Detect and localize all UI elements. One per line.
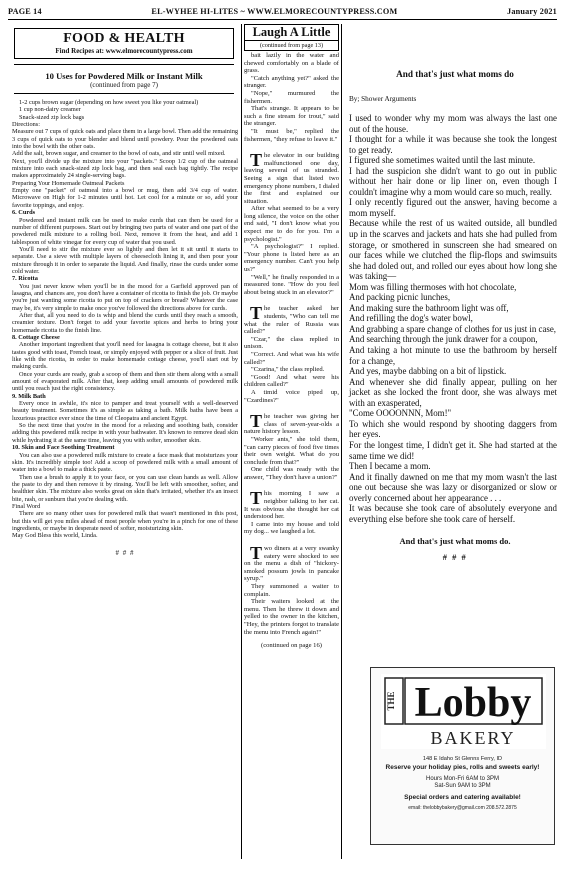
paragraph: May God Bless this world, Linda. [12, 532, 98, 540]
laugh-banner [244, 24, 339, 51]
joke [244, 545, 339, 636]
column-divider [341, 24, 342, 859]
page-header [8, 4, 557, 18]
end-marks: # # # [442, 552, 468, 563]
drop-cap: T [250, 303, 263, 324]
lobby-bakery-ad [370, 667, 555, 845]
article-title: 10 Uses for Powdered Milk or Instant Milk [45, 71, 203, 81]
paragraph: bait lazily in the water and chewed comfortably on a blade of grass. [244, 52, 339, 75]
joke [244, 413, 339, 481]
food-health-banner [14, 28, 234, 59]
paragraph: I figured she sometimes waited until the last minute. [349, 155, 536, 166]
bakery-logo-icon [381, 674, 546, 749]
joke [244, 305, 339, 404]
continued-note: (continued on page 16) [261, 642, 322, 650]
bakery-hours-weekend: Sat-Sun 9AM to 3PM [434, 783, 491, 789]
paragraph: And whenever she did finally appear, pulling on her jacket as she locked the front door, she was always met with an exasperated, [349, 376, 557, 408]
paragraph: Add the salt, brown sugar, and creamer to the bowl of oats, and stir until well mixed. [12, 150, 226, 158]
paragraph: One child was ready with the answer, "They don't have a union?" [244, 466, 339, 481]
paragraph: Next, you'll divide up the mixture into your "packets." Scoop 1/2 cup of the oatmeal mixture into each snack-sized zip lock bag, and then seal each bag tightly. The recipe makes approximately 24 single-serving bags. [12, 157, 238, 180]
paragraph: So the next time that you're in the mood for a relaxing and soothing bath, consider adding this powdered milk recipe in with your bathwater. It's known to remove dead skin while hydrating it at the same time, leaving you with softer, smoother skin. [12, 422, 238, 444]
paragraph: Another important ingredient that you'll need for lasagna is cottage cheese, but it also tastes good with toast, French toast, or simply enjoyed with pepper or a slice of fruit. Just like with the ricotta, in order to make homemade cottage cheese, you'll start out by making curds. [12, 341, 238, 371]
page-number: PAGE 14 [8, 6, 42, 16]
laugh-column [244, 24, 339, 859]
paragraph: "Correct. And what was his wife called?" [244, 350, 339, 366]
paragraph: And making sure the bathroom light was off, [349, 302, 509, 313]
subheading: 10. Skin and Face Soothing Treatment [12, 444, 115, 452]
paragraph: You just never know when you'll be in the mood for a Garfield approved pan of lasagna, and chances are, you don't have a container of ricotta to finish the job. Or maybe you're just wanting some ricotta to put on top of crackers or bread? Whatever the case may be, it's very simple to make once you've followed the directions above for curds. [12, 282, 238, 312]
divider [14, 93, 234, 94]
paragraph: For the longest time, I didn't get it. She had started at the same time we did! [349, 439, 557, 461]
bakery-reserve: Reserve your holiday pies, rolls and sweets early! [385, 764, 540, 771]
paragraph: "Czarina," the class replied. [251, 366, 325, 374]
paragraph: Snack-sized zip lock bags [19, 113, 85, 121]
paragraph: A timid voice piped up, "Czardines?" [244, 388, 339, 404]
article-body [343, 113, 557, 524]
issue-date: January 2021 [507, 6, 557, 16]
subheading: 8. Cottage Cheese [12, 334, 60, 341]
paragraph: After that, all you need to do is whip and blend the curds until they reach a smooth, creamier texture. Don't forget to add your favorite spices and herbs to bring your homemade ricotta to the finish line. [12, 311, 238, 334]
joke [244, 490, 339, 536]
paragraph-text: he teacher was giving her class of seven-year-olds a nature history lesson. [244, 413, 339, 436]
article-closing: And that's just what moms do. [399, 536, 511, 547]
section-subtitle: Find Recipes at: www.elmorecountypress.com [55, 47, 193, 55]
bakery-hours-weekday: Hours Mon-Fri 6AM to 3PM [425, 776, 500, 782]
paragraph [244, 305, 339, 335]
divider [14, 64, 234, 65]
paragraph: And refilling the dog's water bowl, [349, 313, 473, 324]
food-health-column [8, 24, 240, 859]
section-continuation: (continued from page 13) [245, 40, 338, 49]
masthead: EL-WYHEE HI-LITES ~ WWW.ELMORECOUNTYPRESS.COM [151, 6, 398, 16]
paragraph: 1-2 cups brown sugar (depending on how sweet you like your oatmeal) [19, 99, 199, 106]
article-title: And that's just what moms do [396, 69, 514, 79]
paragraph: Final Word [12, 502, 41, 510]
paragraph: Directions: [12, 121, 40, 129]
paragraph: There are so many other uses for powdered milk that wasn't mentioned in this post, but this will get you miles ahead of most people when you're in a pinch for one of these ingredients, or maybe in desperate need of softer, moisturizing skin. [12, 510, 238, 532]
paragraph-text: his morning I saw a neighbor talking to her cat. It was obvious she thought her cat understood her. [244, 490, 339, 521]
paragraph: And yes, maybe dabbing on a bit of lipstick. [349, 366, 507, 377]
paragraph: "Worker ants," she told them, "can carry pieces of food five times their own weight. What do you conclude from that?" [244, 435, 339, 466]
drop-cap: T [250, 411, 263, 432]
paragraph: Every once in awhile, it's nice to pamper and treat yourself with a well-deserved beauty treatment. Sometimes it's as simple as taking a bath. Milk baths have been a luxurious practice ever since the time of Cleopatra and ancient Egypt. [12, 400, 238, 422]
subheading: 7. Ricotta [12, 275, 38, 283]
bakery-address: 148 E Idaho St Glenns Ferry, ID [422, 756, 503, 762]
drop-cap: T [250, 150, 263, 171]
paragraph-text: he elevator in our building malfunctioned one day, leaving several of us stranded. Seeing a sign that listed two emergency phone numbers, I dialed the first and explained our situation. [244, 152, 339, 205]
paragraph: "Well," he finally responded in a measured tone. "How do you feel about being stuck in an elevator?" [244, 273, 339, 296]
paragraph: Then I became a mom. [349, 461, 431, 472]
paragraph [244, 545, 339, 583]
paragraph: And searching through the junk drawer for a coupon, [349, 334, 538, 345]
paragraph-text: he teacher asked her students, "Who can tell me what the ruler of Russia was called?" [244, 305, 339, 336]
paragraph: It was because she took care of absolutely everyone and everything else before she took care of herself. [349, 503, 557, 524]
moms-column [343, 24, 557, 859]
paragraph [244, 152, 339, 205]
paragraph: You'll need to stir the mixture ever so lightly and then let it sit until it starts to separate. Use a sieve with multiple layers of cheesecloth lining it, and then pour your mixture through it in order to separate the liquid. And finally, rinse the curds under some cold water. [12, 245, 238, 275]
paragraph: Mom was filling thermoses with hot chocolate, [349, 281, 517, 292]
article-continuation: (continued from page 7) [90, 81, 158, 89]
end-marks: # # # [115, 548, 135, 557]
paragraph: I only recently figured out the answer, having become a mom myself. [349, 197, 557, 218]
byline: By; Shower Arguments [349, 95, 417, 103]
drop-cap: T [250, 488, 263, 509]
paragraph: To which she would respond by shooting daggers from her eyes. [349, 418, 557, 440]
section-title: FOOD & HEALTH [63, 31, 185, 46]
section-title: Laugh A Little [252, 25, 331, 39]
paragraph: That's strange. It appears to be such a fine stream for trout," said the stranger. [244, 105, 339, 128]
jokes-body [244, 52, 339, 650]
header-rule [8, 19, 557, 20]
paragraph: 1 cup non-dairy creamer [19, 106, 81, 114]
paragraph: Because while the rest of us waited outside, all bundled up in the scarves and jackets and hats she had pulled from storage, or smothered in sunscreen she had smeared on our faces while we clutched the flip-flops and swimsuits she had doled out, and rolled our eyes about how long she was taking— [349, 218, 557, 282]
column-divider [241, 24, 242, 859]
paragraph: I came into my house and told my dog... we laughed a lot. [244, 520, 339, 536]
paragraph: Empty one "packet" of oatmeal into a bowl or mug, then add 3/4 cup of water. Microwave on High for 1-2 minutes until hot. Let cool for a minute or so, add your favorite toppings, and enjoy. [12, 187, 238, 209]
paragraph: And packing picnic lunches, [349, 292, 451, 303]
paragraph: "Czar," the class replied in unison. [244, 335, 339, 351]
paragraph: "It must be," replied the fishermen, "they refuse to leave it." [244, 127, 339, 143]
paragraph: Preparing Your Homemade Oatmeal Packets [12, 179, 125, 187]
paragraph: And grabbing a spare change of clothes for us just in case, [349, 323, 557, 334]
paragraph: "Catch anything yet?" asked the stranger. [244, 74, 339, 90]
paragraph: "Come OOOONNN, Mom!" [349, 408, 452, 419]
paragraph: "Good! And what were his children called?" [244, 373, 339, 389]
paragraph: And it finally dawned on me that my mom wasn't the last one out because she was lazy or disorganized or slow or overly concerned about her appearance . . . [349, 471, 557, 503]
subheading: 9. Milk Bath [12, 392, 46, 400]
paragraph-text: wo diners at a very swanky eatery were shocked to see on the menu a dish of "hickory-smoked possum jowls in pancake syrup." [244, 545, 339, 583]
paragraph: Measure out 7 cups of quick oats and place them in a large bowl. Then add the remaining 3 cups of quick oats to your blender and blend until powdery. Pour the powdered oats into the bowl with the other oats. [12, 128, 238, 151]
joke [244, 152, 339, 296]
paragraph: I had the suspicion she didn't want to go out in public without her hair done or lip liner on, even though I couldn't imagine why a mom would care so much, really. [349, 165, 557, 197]
svg-text:Lobby: Lobby [414, 680, 532, 726]
paragraph: They summoned a waiter to complain. [244, 583, 339, 598]
paragraph: "Nope," murmured the fishermen. [244, 89, 339, 105]
paragraph: Once your curds are ready, grab a scoop of them and then stir them along with a small amount of evaporated milk. After that, keep adding small amounts of powdered milk until you reach just the right consistency. [12, 370, 238, 393]
bakery-contact: email: thelobbybakery@gmail.com 208.572.2875 [408, 805, 517, 811]
paragraph: "A psychologist?" I replied. "Your phone is listed here as an emergency number. Can't you help us?" [244, 243, 339, 274]
paragraph: You can also use a powdered milk mixture to create a face mask that moisturizes your skin. It's incredibly simple too! Add a scoop of powdered milk with a small amount of water into a bowl to make a thick paste. [12, 451, 238, 474]
paragraph [244, 413, 339, 436]
joke [244, 52, 339, 143]
paragraph: Powdered and instant milk can be used to make curds that can then be used for a number of different purposes. Start out by bringing two parts of water and one part of the powdered milk mixture to a rolling boil. Next, remove it from the heat, and add 1 tablespoon of white vinegar for every cup of water that you used. [12, 216, 238, 246]
svg-text:THE: THE [386, 691, 396, 711]
bakery-special: Special orders and catering available! [404, 794, 521, 801]
paragraph [244, 490, 339, 520]
paragraph: Then use a brush to apply it to your face, or you can use clean hands as well. Allow the paste to dry and then remove it by rinsing. You'll be left with smoother, softer, and healthier skin. The mixture also works great on skin that's irritated, whether it's an insect bite, rash, or sunburn that you're dealing with. [12, 473, 238, 503]
svg-text:BAKERY: BAKERY [430, 728, 516, 748]
drop-cap: T [250, 543, 263, 564]
paragraph: And taking a hot minute to use the bathroom by herself for a change, [349, 345, 557, 366]
paragraph: I used to wonder why my mom was always the last one out of the house. [349, 113, 557, 134]
paragraph: After what seemed to be a very long silence, the voice on the other end said, "I don't know what you expect me to do for you. I'm a psychologist." [244, 205, 339, 243]
paragraph: I thought for a while it was because she took the longest to get ready. [349, 134, 557, 155]
paragraph: Their waiters looked at the menu. Then he threw it down and yelled to the owner in the kitchen, "Hey, the printers forgot to translate the menu into French again!" [244, 598, 339, 636]
article-body [8, 99, 240, 557]
subheading: 6. Curds [12, 209, 36, 217]
